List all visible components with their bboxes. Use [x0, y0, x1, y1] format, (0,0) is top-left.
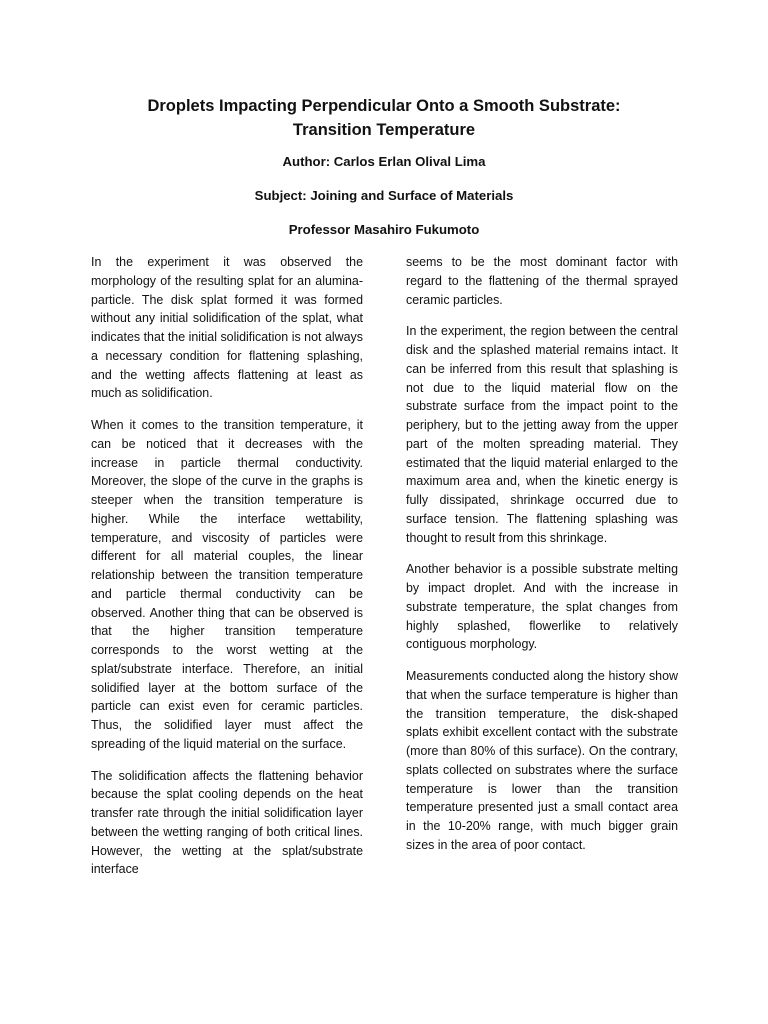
title-line-1: Droplets Impacting Perpendicular Onto a Smooth Substrate:: [147, 97, 621, 115]
right-paragraph-4: Measurements conducted along the history show that when the surface temperature is higher than the transition temperature, the disk-shaped splats exhibit excellent contact with the substrate (more than 80% of this surface). On the contrary, splats collected on substrates where the surface temperature is lower than the transition temperature presented just a small contact area in the 10-20% range, with much bigger grain sizes in the area of poor contact.: [406, 669, 678, 852]
right-paragraph-2: In the experiment, the region between the central disk and the splashed material remains intact. It can be inferred from this result that splashing is not due to the liquid material flow on the substrate surface from the impact point to the periphery, but to the jetting away from the upper part of the molten spreading material. They estimated that the liquid material enlarged to the maximum area and, when the kinetic energy is fully dissipated, shrinkage occurred due to surface tension. The flattening splashing was thought to result from this shrinkage.: [406, 324, 678, 545]
document-title: [60, 94, 708, 142]
right-paragraph-1: seems to be the most dominant factor with regard to the flattening of the thermal sprayed ceramic particles.: [406, 255, 678, 307]
left-paragraph-1: In the experiment it was observed the morphology of the resulting splat for an alumina-particle. The disk splat formed it was formed without any initial solidification of the splat, what indicates that the initial solidification is not always a necessary condition for flattening splashing, and the wetting affects flattening at least as much as solidification.: [91, 255, 363, 401]
title-line-2: Transition Temperature: [292, 121, 476, 139]
author-line: Author: Carlos Erlan Olival Lima: [282, 154, 486, 169]
right-column: [406, 253, 678, 855]
right-paragraph-3: Another behavior is a possible substrate melting by impact droplet. And with the increase in substrate temperature, the splat changes from highly splashed, flowerlike to relatively contiguous morphology.: [406, 562, 678, 652]
left-paragraph-3: The solidification affects the flattening behavior because the splat cooling depends on the heat transfer rate through the initial solidification layer between the wetting ranging of both critical lines. However, the wetting at the splat/substrate interface: [91, 768, 363, 877]
professor-line: Professor Masahiro Fukumoto: [288, 222, 480, 237]
subject-line: Subject: Joining and Surface of Materials: [254, 188, 514, 203]
left-column: [91, 253, 363, 879]
left-paragraph-2: When it comes to the transition temperature, it can be noticed that it decreases with the increase in particle thermal conductivity. Moreover, the slope of the curve in the graphs is steeper when the transition temperature is higher. While the interface wettability, temperature, and viscosity of particles were different for all material couples, the linear relationship between the transition temperature and particle thermal conductivity can be observed. Another thing that can be observed is that the higher transition temperature corresponds to the worst wetting at the splat/substrate interface. Therefore, an initial solidified layer at the bottom surface of the particle can exist even for ceramic particles. Thus, the solidified layer must affect the spreading of the liquid material on the surface.: [91, 418, 363, 751]
